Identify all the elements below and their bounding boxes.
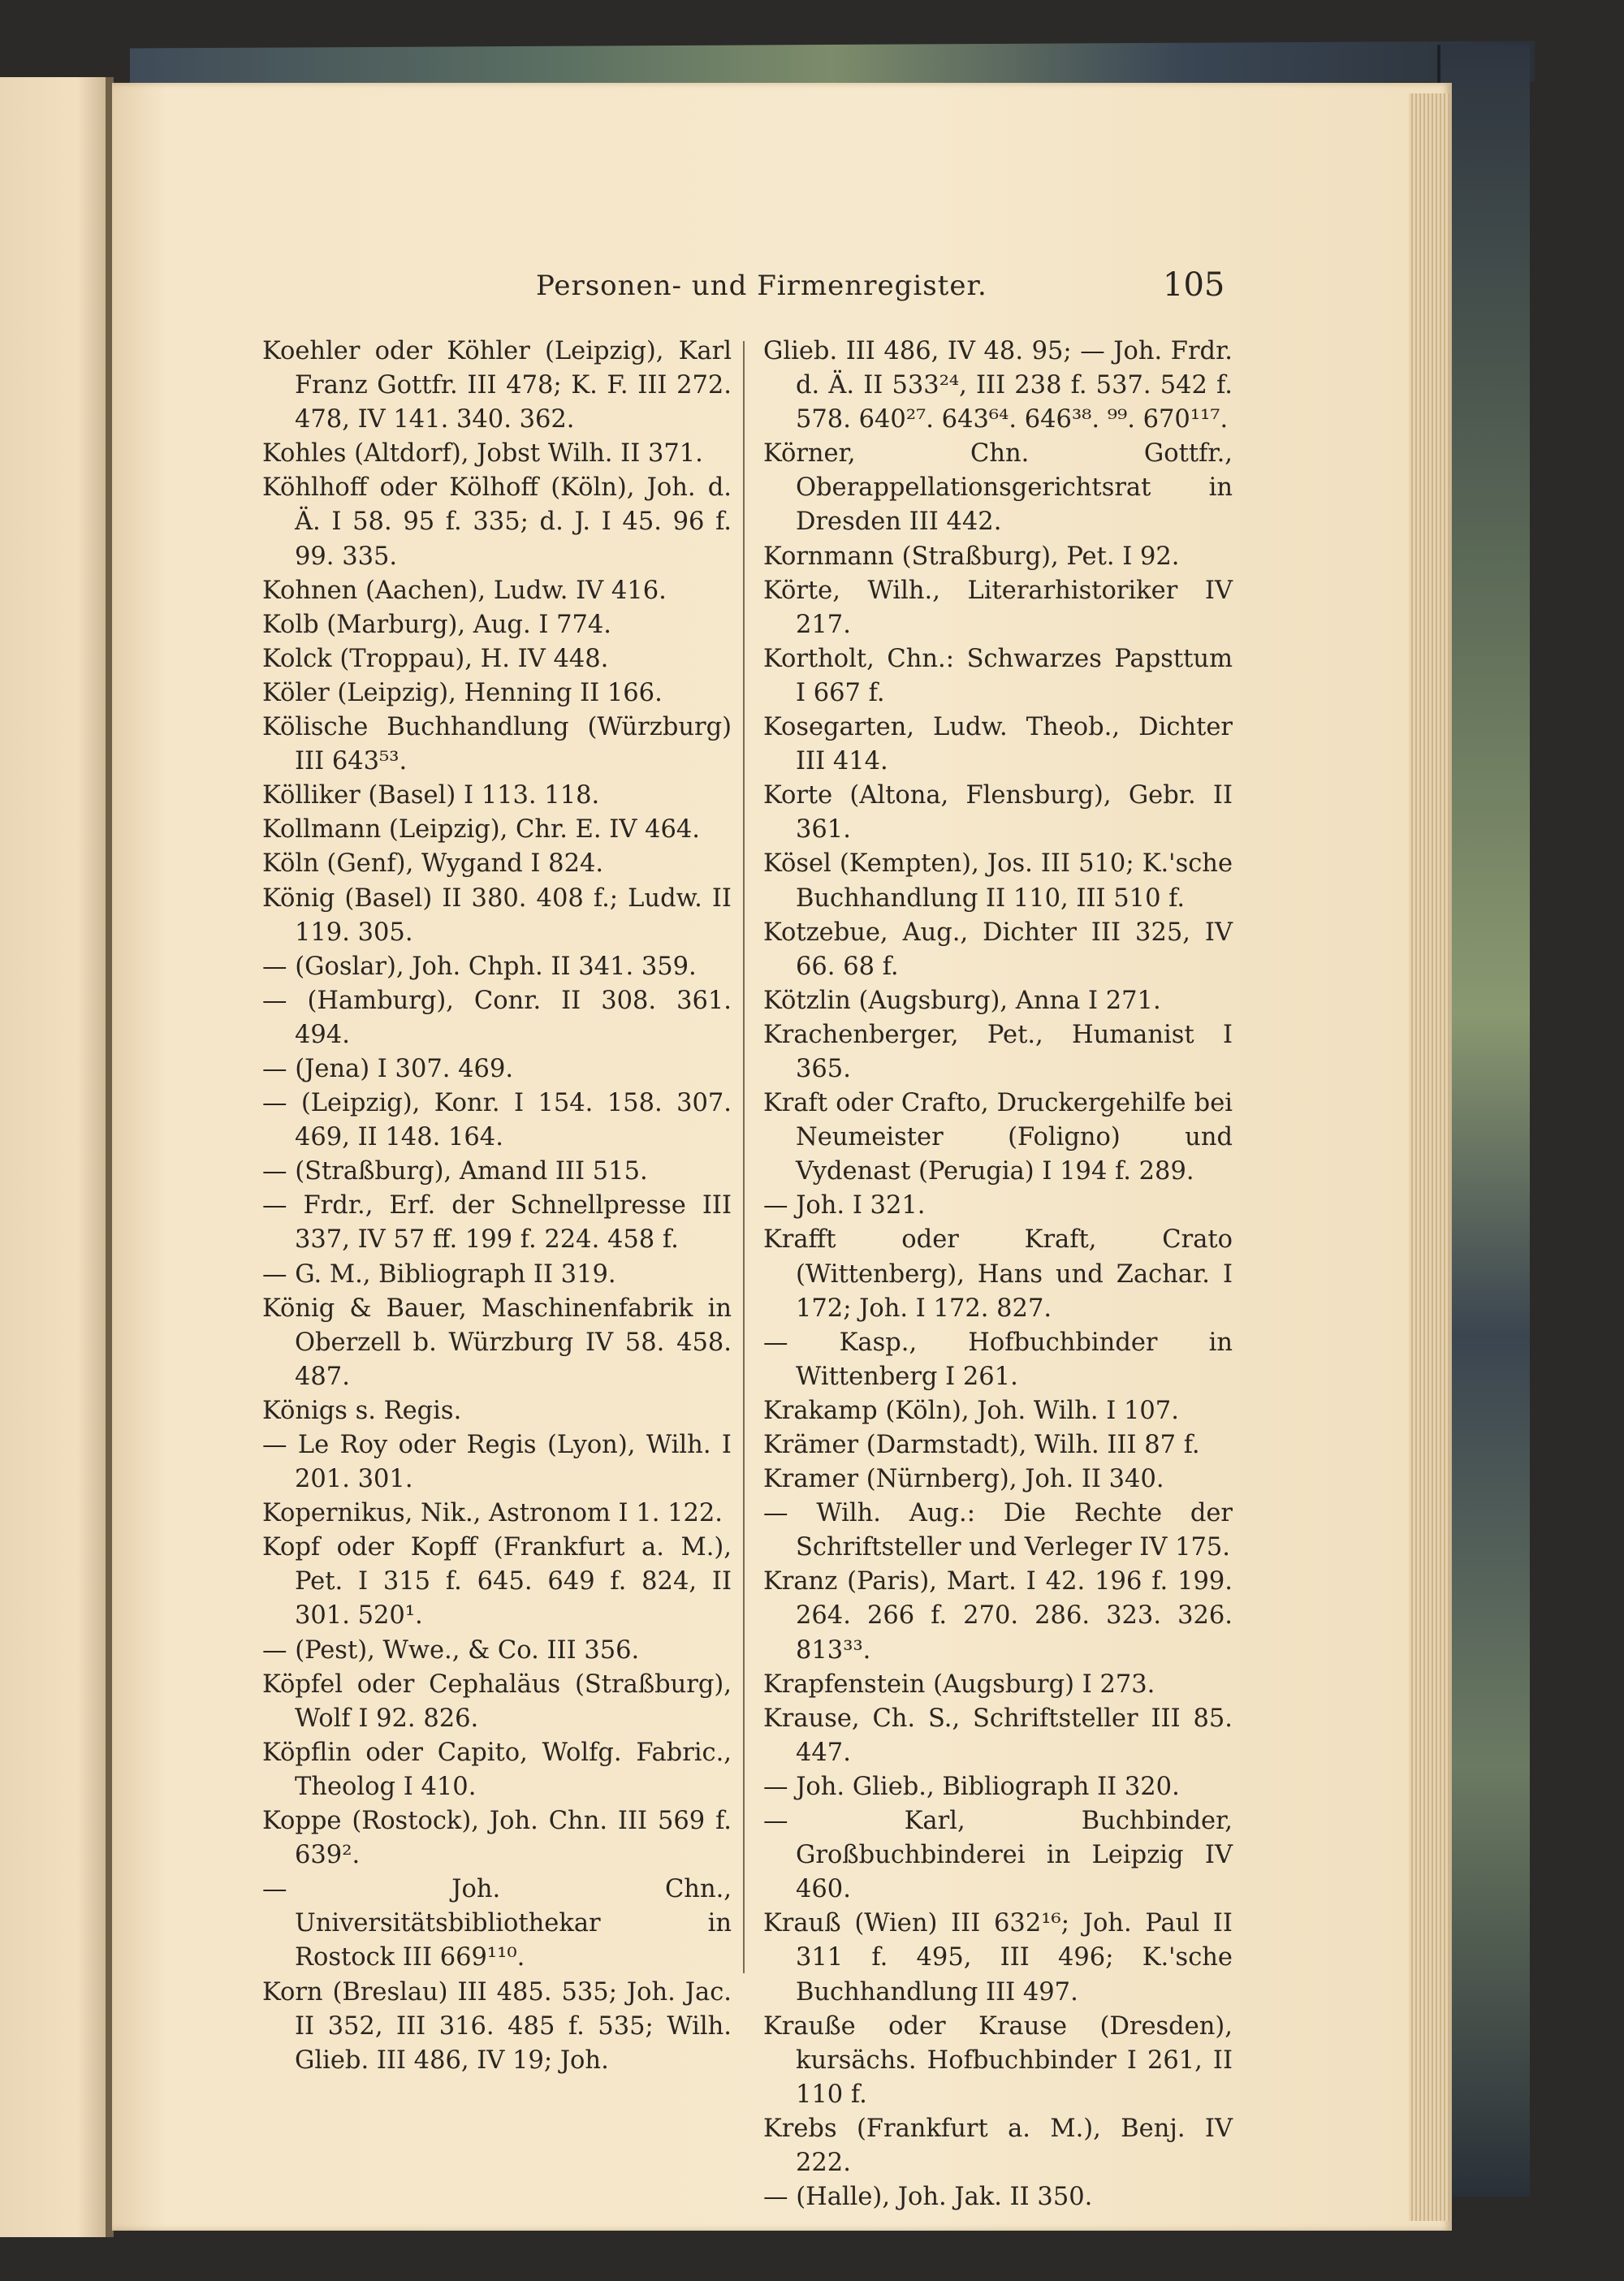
index-entry: Kraußе oder Krause (Dresden), kursächs. Hofbuchbinder I 261, II 110 f. (763, 2011, 1233, 2109)
index-entry: — (Hamburg), Conr. II 308. 361. 494. (262, 986, 732, 1049)
index-entry: — (Pest), Wwe., & Co. III 356. (262, 1635, 640, 1665)
index-entry: — (Straßburg), Amand III 515. (262, 1157, 648, 1186)
index-entry: Kornmann (Straßburg), Pet. I 92. (763, 542, 1180, 571)
index-entry: — Wilh. Aug.: Die Rechte der Schriftsteller und Verleger IV 175. (763, 1499, 1233, 1562)
page-number: 105 (1163, 266, 1225, 304)
page-edges (1409, 93, 1449, 2221)
index-entry: Korn (Breslau) III 485. 535; Joh. Jac. II 352, III 316. 485 f. 535; Wilh. Glieb. III 486, IV 19; Joh. (262, 1977, 732, 2075)
running-title: Personen- und Firmenregister. (536, 270, 987, 302)
index-entry: Kollmann (Leipzig), Chr. E. IV 464. (262, 815, 700, 845)
column-divider (743, 341, 745, 1973)
index-entry: Krafft oder Kraft, Crato (Wittenberg), Hans und Zachar. I 172; Joh. I 172. 827. (763, 1225, 1233, 1323)
index-entry: Kopernikus, Nik., Astronom I 1. 122. (262, 1499, 723, 1528)
index-entry: Kohnen (Aachen), Ludw. IV 416. (262, 576, 667, 605)
index-entry: Kramer (Nürnberg), Joh. II 340. (763, 1465, 1164, 1494)
index-entry: Koehler oder Köhler (Leipzig), Karl Franz Gottfr. III 478; K. F. III 272. 478, IV 141. 340. 362. (262, 337, 732, 434)
index-entry: Krebs (Frankfurt a. M.), Benj. IV 222. (763, 2114, 1233, 2177)
index-entry: — Kasp., Hofbuchbinder in Wittenberg I 261. (763, 1328, 1233, 1391)
index-entry: — G. M., Bibliograph II 319. (262, 1259, 616, 1289)
index-column-left (262, 335, 732, 2078)
index-entry: — (Leipzig), Konr. I 154. 158. 307. 469, II 148. 164. (262, 1089, 732, 1152)
index-entry: Körner, Chn. Gottfr., Oberappellationsgerichtsrat in Dresden III 442. (763, 439, 1233, 537)
index-entry: Kötzlin (Augsburg), Anna I 271. (763, 986, 1161, 1015)
index-entry: — Frdr., Erf. der Schnellpresse III 337, IV 57 ff. 199 f. 224. 458 f. (262, 1191, 732, 1255)
index-entry: Köler (Leipzig), Henning II 166. (262, 678, 663, 707)
index-entry: Körte, Wilh., Literarhistoriker IV 217. (763, 576, 1233, 639)
index-entry: — Joh. I 321. (763, 1191, 926, 1220)
index-entry: — (Halle), Joh. Jak. II 350. (763, 2183, 1093, 2212)
index-entry: König & Bauer, Maschinenfabrik in Oberzell b. Würzburg IV 58. 458. 487. (262, 1294, 732, 1391)
index-entry: Kortholt, Chn.: Schwarzes Papsttum I 667 f. (763, 644, 1233, 707)
index-entry: Krakamp (Köln), Joh. Wilh. I 107. (763, 1396, 1179, 1425)
index-entry: — Joh. Chn., Universitätsbibliothekar in Rostock III 669¹¹⁰. (262, 1875, 732, 1972)
index-entry: Kolb (Marburg), Aug. I 774. (262, 610, 611, 639)
index-entry: — Le Roy oder Regis (Lyon), Wilh. I 201. 301. (262, 1431, 732, 1494)
index-entry: Kolck (Troppau), H. IV 448. (262, 644, 609, 673)
facing-page-edge (0, 77, 110, 2237)
index-entry: Köpflin oder Capito, Wolfg. Fabric., Theolog I 410. (262, 1738, 732, 1801)
index-entry: Krapfenstein (Augsburg) I 273. (763, 1670, 1155, 1699)
index-entry: Kölliker (Basel) I 113. 118. (262, 781, 600, 810)
index-entry: Kopf oder Kopff (Frankfurt a. M.), Pet. I 315 f. 645. 649 f. 824, II 301. 520¹. (262, 1533, 732, 1631)
index-entry: Köln (Genf), Wygand I 824. (262, 849, 604, 879)
index-entry: Koppe (Rostock), Joh. Chn. III 569 f. 639². (262, 1807, 732, 1870)
index-entry: — (Goslar), Joh. Chph. II 341. 359. (262, 952, 697, 981)
index-entry: Kosegarten, Ludw. Theob., Dichter III 414. (763, 713, 1233, 776)
index-entry: Korte (Altona, Flensburg), Gebr. II 361. (763, 781, 1233, 845)
index-entry: Kranz (Paris), Mart. I 42. 196 f. 199. 264. 266 f. 270. 286. 323. 326. 813³³. (763, 1567, 1233, 1665)
index-entry: Königs s. Regis. (262, 1396, 462, 1425)
index-entry: König (Basel) II 380. 408 f.; Ludw. II 119. 305. (262, 883, 732, 947)
index-entry: Köhlhoff oder Kölhoff (Köln), Joh. d. Ä. I 58. 95 f. 335; d. J. I 45. 96 f. 99. 335. (262, 473, 732, 571)
index-entry: Glieb. III 486, IV 48. 95; — Joh. Frdr. d. Ä. II 533²⁴, III 238 f. 537. 542 f. 578. 640²⁷. 643⁶⁴. 646³⁸. ⁹⁹. 670¹¹⁷. (763, 337, 1233, 434)
index-column-right (763, 335, 1233, 2214)
index-entry: Krachenberger, Pet., Humanist I 365. (763, 1020, 1233, 1083)
index-entry: Krämer (Darmstadt), Wilh. III 87 f. (763, 1431, 1200, 1459)
index-entry: Kohles (Altdorf), Jobst Wilh. II 371. (262, 439, 703, 469)
index-entry: Krauß (Wien) III 632¹⁶; Joh. Paul II 311 f. 495, III 496; K.'sche Buchhandlung III 497. (763, 1909, 1233, 2007)
book-cover-top-edge (130, 41, 1535, 89)
index-entry: Kraft oder Crafto, Druckergehilfe bei Neumeister (Foligno) und Vydenast (Perugia) I 194 f. 289. (763, 1089, 1233, 1186)
index-entry: Kölische Buchhandlung (Würzburg) III 643⁵³. (262, 713, 732, 776)
index-entry: — Karl, Buchbinder, Großbuchbinderei in Leipzig IV 460. (763, 1807, 1233, 1904)
index-entry: Kotzebue, Aug., Dichter III 325, IV 66. 68 f. (763, 918, 1233, 981)
index-entry: Köpfel oder Cephaläus (Straßburg), Wolf I 92. 826. (262, 1670, 732, 1733)
index-entry: Kösel (Kempten), Jos. III 510; K.'sche Buchhandlung II 110, III 510 f. (763, 849, 1233, 913)
index-entry: Krause, Ch. S., Schriftsteller III 85. 447. (763, 1704, 1233, 1767)
index-entry: — (Jena) I 307. 469. (262, 1054, 514, 1083)
index-entry: — Joh. Glieb., Bibliograph II 320. (763, 1772, 1180, 1801)
